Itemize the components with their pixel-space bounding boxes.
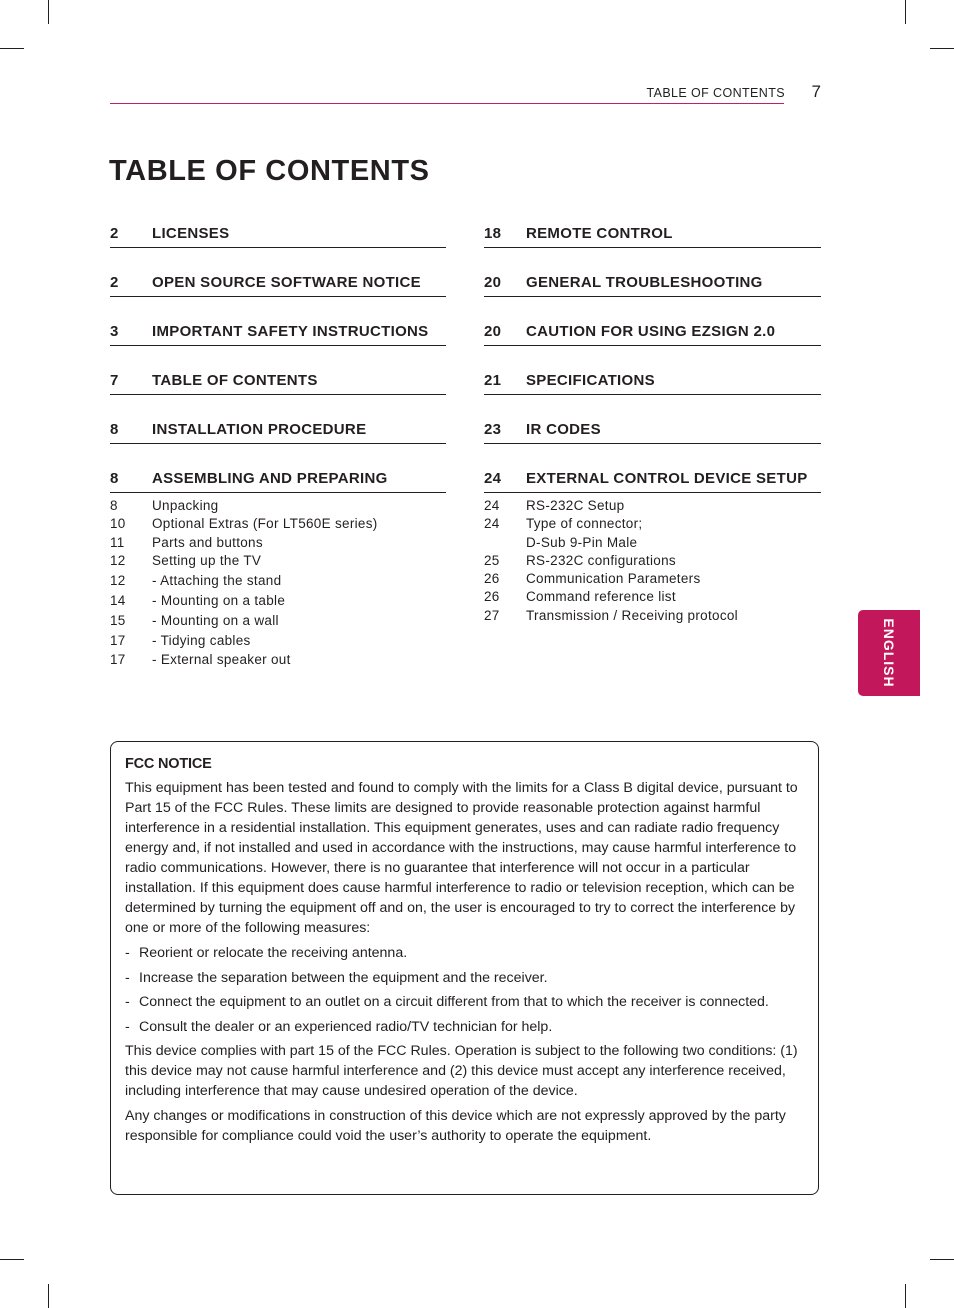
toc-subentry-title: Transmission / Receiving protocol [526, 608, 738, 623]
toc-entry-page: 8 [110, 470, 119, 487]
toc-right-column [484, 222, 821, 623]
toc-subentry-title: - Tidying cables [152, 633, 251, 648]
fcc-changes-paragraph: Any changes or modifications in construction of this device which are not expressly approved by the party responsible for compliance could void the user’s authority to operate the equipment. [125, 1108, 786, 1144]
toc-subentry-page: 27 [484, 608, 500, 623]
toc-subentry-title: - Attaching the stand [152, 573, 282, 588]
toc-entry-page: 23 [484, 421, 502, 438]
fcc-measure-text: Consult the dealer or an experienced radio/TV technician for help. [139, 1018, 553, 1035]
toc-subentry-title: D-Sub 9-Pin Male [526, 535, 638, 550]
toc-subentry-title: Unpacking [152, 498, 219, 513]
fcc-measure-text: Increase the separation between the equipment and the receiver. [139, 969, 548, 986]
fcc-intro-paragraph: This equipment has been tested and found to comply with the limits for a Class B digital device, pursuant to Part 15 of the FCC Rules. These limits are designed to provide reasonable protection against harmful interference in a residential installation. This equipment generates, uses and can radiate radio frequency energy and, if not installed and used in accordance with the instructions, may cause harmful interference to radio communications. However, there is no guarantee that interference will not occur in a particular installation. If this equipment does cause harmful interference to radio or television reception, which can be determined by turning the equipment off and on, the user is encouraged to try to correct the interference by one or more of the following measures: [125, 780, 798, 936]
crop-mark [930, 1259, 954, 1260]
crop-mark [0, 48, 24, 49]
toc-subentry-page: 17 [110, 652, 126, 667]
toc-entry-title: LICENSES [152, 225, 230, 242]
toc-subentry-title: Parts and buttons [152, 535, 263, 550]
toc-entry-title: SPECIFICATIONS [526, 372, 655, 389]
header-section-label: TABLE OF CONTENTS [646, 86, 785, 100]
toc-entry-page: 21 [484, 372, 502, 389]
toc-subentry-title: RS-232C configurations [526, 553, 676, 568]
toc-entry [110, 467, 446, 493]
running-header [110, 84, 821, 104]
page-title: TABLE OF CONTENTS [109, 155, 430, 187]
toc-entry-title: REMOTE CONTROL [526, 225, 673, 242]
fcc-measure-text: Connect the equipment to an outlet on a circuit different from that to which the receiver is connected. [139, 994, 769, 1010]
toc-entry [484, 369, 821, 395]
page-number: 7 [811, 82, 821, 101]
toc-subentry-page: 11 [110, 535, 125, 550]
toc-subentry-title: Command reference list [526, 589, 676, 604]
toc-entry [484, 271, 821, 297]
fcc-measure-item: - Consult the dealer or an experienced radio/TV technician for help. [125, 1018, 553, 1035]
fcc-notice-title: FCC NOTICE [125, 756, 212, 772]
toc-subentry-page: 24 [484, 516, 500, 531]
toc-entry-page: 2 [110, 274, 119, 291]
toc-subentry-title: - Mounting on a table [152, 593, 286, 608]
toc-subentry-page: 14 [110, 593, 126, 608]
toc-entry [484, 320, 821, 346]
fcc-measure-item: - Increase the separation between the equipment and the receiver. [125, 969, 548, 986]
toc-entry-title: IMPORTANT SAFETY INSTRUCTIONS [152, 323, 429, 340]
crop-mark [48, 1284, 49, 1308]
toc-left-column [110, 222, 446, 667]
toc-subentry-page: 26 [484, 589, 500, 604]
toc-entry-title: ASSEMBLING AND PREPARING [152, 470, 388, 487]
toc-entry [484, 467, 821, 493]
toc-subentry-page: 25 [484, 553, 500, 568]
toc-entry-title: EXTERNAL CONTROL DEVICE SETUP [526, 470, 808, 487]
toc-entry-title: OPEN SOURCE SOFTWARE NOTICE [152, 274, 421, 291]
toc-subentry-title: Optional Extras (For LT560E series) [152, 516, 378, 531]
toc-entry-page: 7 [110, 372, 119, 389]
toc-entry-page: 3 [110, 323, 119, 340]
fcc-notice-box [110, 741, 819, 1195]
toc-subentry-page: 26 [484, 571, 500, 586]
toc-subentry-page: 8 [110, 498, 118, 513]
toc-entry-title: TABLE OF CONTENTS [152, 372, 318, 389]
toc-entry-page: 20 [484, 274, 502, 291]
toc-entry-page: 8 [110, 421, 119, 438]
toc-entry-title: INSTALLATION PROCEDURE [152, 421, 367, 438]
toc-subentry-page: 15 [110, 613, 126, 628]
fcc-compliance-paragraph: This device complies with part 15 of the FCC Rules. Operation is subject to the following two conditions: (1) this device may not cause harmful interference and (2) this device must accept any interference received, including interference that may cause undesired operation of the device. [125, 1043, 798, 1099]
crop-mark [930, 48, 954, 49]
toc-entry-title: IR CODES [526, 421, 601, 438]
toc-subentry-title: RS-232C Setup [526, 498, 625, 513]
toc-subentry-title: Setting up the TV [152, 553, 262, 568]
toc-entry [110, 369, 446, 395]
fcc-measure-item: - Reorient or relocate the receiving antenna. [125, 945, 408, 961]
crop-mark [905, 0, 906, 24]
crop-mark [905, 1284, 906, 1308]
header-rule [110, 103, 784, 104]
toc-entry-title: GENERAL TROUBLESHOOTING [526, 274, 763, 291]
toc-entry [484, 222, 821, 248]
toc-subentry-page: 12 [110, 553, 126, 568]
toc-entry-title: CAUTION FOR USING EZSIGN 2.0 [526, 323, 776, 340]
crop-mark [0, 1259, 24, 1260]
toc-subentry-title: - External speaker out [152, 652, 291, 667]
toc-subentry-page: 24 [484, 498, 500, 513]
crop-mark [48, 0, 49, 24]
toc-subentry-page: 12 [110, 573, 126, 588]
fcc-measures-list [125, 943, 811, 1037]
toc-entry-page: 24 [484, 470, 502, 487]
toc-subentry-page: 10 [110, 516, 126, 531]
toc-entry-page: 18 [484, 225, 502, 242]
toc-entry-page: 20 [484, 323, 502, 340]
toc-subentry-page: 17 [110, 633, 126, 648]
toc-entry-page: 2 [110, 225, 119, 242]
toc-subentry-title: Type of connector; [526, 516, 643, 531]
toc-entry [110, 418, 446, 444]
toc-entry [110, 222, 446, 248]
language-tab [858, 610, 920, 696]
fcc-measure-text: Reorient or relocate the receiving antenna. [139, 945, 408, 961]
language-tab-label: ENGLISH [881, 618, 897, 688]
toc-entry [110, 271, 446, 297]
toc-subentry-title: - Mounting on a wall [152, 613, 279, 628]
toc-entry [484, 418, 821, 444]
toc-subentry-title: Communication Parameters [526, 571, 701, 586]
toc-entry [110, 320, 446, 346]
fcc-measure-item: - Connect the equipment to an outlet on a circuit different from that to which the receiver is connected. [125, 994, 769, 1010]
